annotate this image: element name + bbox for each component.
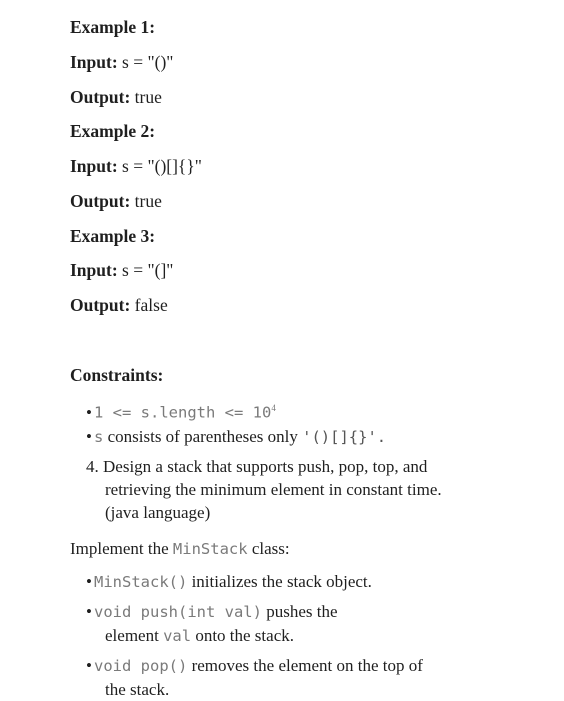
input-value: s = "(]"	[122, 260, 174, 280]
bullet-icon: •	[86, 572, 92, 591]
method-code: void pop()	[94, 657, 188, 675]
example-2-title: Example 2:	[70, 121, 156, 141]
input-value: s = "()[]{}"	[122, 156, 202, 176]
constraint-length-exponent: 4	[271, 403, 276, 413]
constraint-chars-code: s	[94, 428, 104, 446]
input-label: Input:	[70, 52, 118, 72]
example-2-input	[70, 155, 202, 177]
example-3-title: Example 3:	[70, 226, 156, 246]
method-code: MinStack()	[94, 573, 188, 591]
example-1-input	[70, 51, 173, 73]
bullet-icon: •	[86, 602, 92, 621]
bullet-icon: •	[86, 402, 92, 422]
example-3-output	[70, 294, 168, 316]
bullet-icon: •	[86, 427, 92, 446]
output-value: true	[134, 191, 162, 211]
class-name: MinStack	[172, 540, 248, 558]
implement-prefix: Implement the	[70, 539, 169, 558]
item-line-1: Design a stack that supports push, pop, top, and	[103, 457, 428, 476]
example-2-output	[70, 190, 162, 212]
output-value: true	[134, 87, 162, 107]
item-line-2: retrieving the minimum element in constant time.	[105, 480, 442, 499]
item-line-3: (java language)	[105, 503, 211, 522]
input-label: Input:	[70, 260, 118, 280]
method-pop-cont: the stack.	[105, 680, 170, 699]
constraint-length-code: 1 <= s.length <= 10	[94, 403, 272, 422]
constraint-chars	[86, 426, 386, 448]
output-label: Output:	[70, 295, 131, 315]
output-label: Output:	[70, 87, 131, 107]
input-label: Input:	[70, 156, 118, 176]
method-text: initializes the stack object.	[191, 572, 372, 591]
method-pop	[86, 654, 423, 701]
example-3-input	[70, 259, 173, 281]
constraint-chars-text: consists of parentheses only	[107, 427, 298, 446]
implement-line	[70, 537, 290, 561]
method-push-cont-post: onto the stack.	[195, 626, 294, 645]
method-text: pushes the	[266, 602, 338, 621]
numbered-item-4	[86, 455, 496, 524]
bullet-icon: •	[86, 656, 92, 675]
example-1-title: Example 1:	[70, 17, 156, 37]
input-value: s = "()"	[122, 52, 174, 72]
method-push	[86, 600, 338, 648]
constraint-length	[86, 397, 276, 424]
constraints-heading: Constraints:	[70, 365, 164, 385]
output-value: false	[134, 295, 168, 315]
implement-suffix: class:	[251, 539, 290, 558]
method-text: removes the element on the top of	[191, 656, 423, 675]
item-number: 4.	[86, 457, 99, 476]
method-push-cont-pre: element	[105, 626, 159, 645]
method-code: void push(int val)	[94, 603, 262, 621]
method-push-cont-code: val	[163, 627, 192, 645]
constraint-chars-list: '()[]{}'.	[302, 428, 387, 446]
output-label: Output:	[70, 191, 131, 211]
method-constructor	[86, 571, 372, 593]
example-1-output	[70, 86, 162, 108]
